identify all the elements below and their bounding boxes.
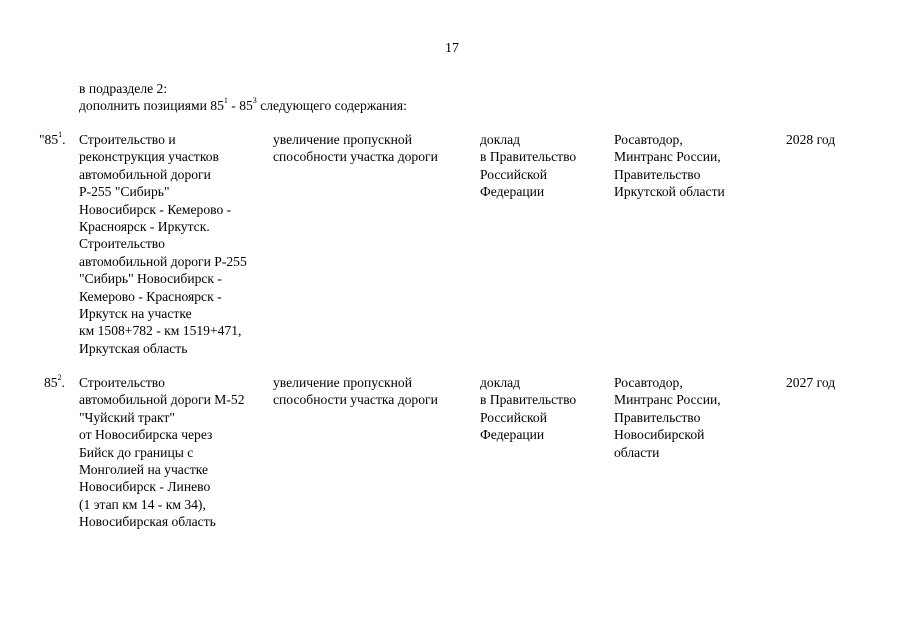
intro-superscript-2: 3 bbox=[252, 96, 257, 106]
row-85-1-object: Строительство и реконструкция участков автомобильной дороги Р-255 "Сибирь" Новосибирск - Кемерово - Красноярск - Иркутск. Строительство автомобильной дороги Р-255 "Сибирь" Новосибирск - Кемерово - Красноярск - Иркутск на участке км 1508+782 - км 1519+471, Иркутская область bbox=[79, 132, 247, 356]
row-number-text: 85 bbox=[44, 375, 58, 390]
row-85-1-responsible: Росавтодор, Минтранс России, Правительство Иркутской области bbox=[614, 132, 725, 200]
row-number-superscript: 1 bbox=[58, 130, 63, 140]
row-85-2-report: доклад в Правительство Российской Федерации bbox=[480, 375, 577, 443]
intro-line-1: в подразделе 2: bbox=[79, 81, 168, 96]
row-85-1-goal: увеличение пропускной способности участка дороги bbox=[273, 132, 438, 165]
row-number-suffix: . bbox=[61, 375, 65, 390]
row-85-1-year: 2028 год bbox=[786, 132, 836, 147]
intro-text-end: следующего содержания: bbox=[256, 98, 407, 113]
row-85-1-report: доклад в Правительство Российской Федерации bbox=[480, 132, 577, 200]
row-number-text: "85 bbox=[39, 132, 59, 147]
intro-superscript-1: 1 bbox=[223, 96, 228, 106]
row-85-1-number bbox=[39, 131, 66, 148]
intro-text-start: дополнить позициями 85 bbox=[79, 98, 224, 113]
page-number: 17 bbox=[445, 41, 459, 56]
row-85-2-number bbox=[44, 374, 65, 391]
row-number-suffix: . bbox=[62, 132, 66, 147]
row-85-2-object: Строительство автомобильной дороги М-52 "Чуйский тракт" от Новосибирска через Бийск до границы с Монголией на участке Новосибирск - Линево (1 этап км 14 - км 34), Новосибирская область bbox=[79, 375, 245, 530]
intro-line-2 bbox=[79, 97, 407, 114]
row-85-2-goal: увеличение пропускной способности участка дороги bbox=[273, 375, 438, 408]
row-number-superscript: 2 bbox=[57, 373, 62, 383]
row-85-2-responsible: Росавтодор, Минтранс России, Правительство Новосибирской области bbox=[614, 375, 721, 460]
row-85-2-year: 2027 год bbox=[786, 375, 836, 390]
intro-text-middle: - 85 bbox=[227, 98, 253, 113]
